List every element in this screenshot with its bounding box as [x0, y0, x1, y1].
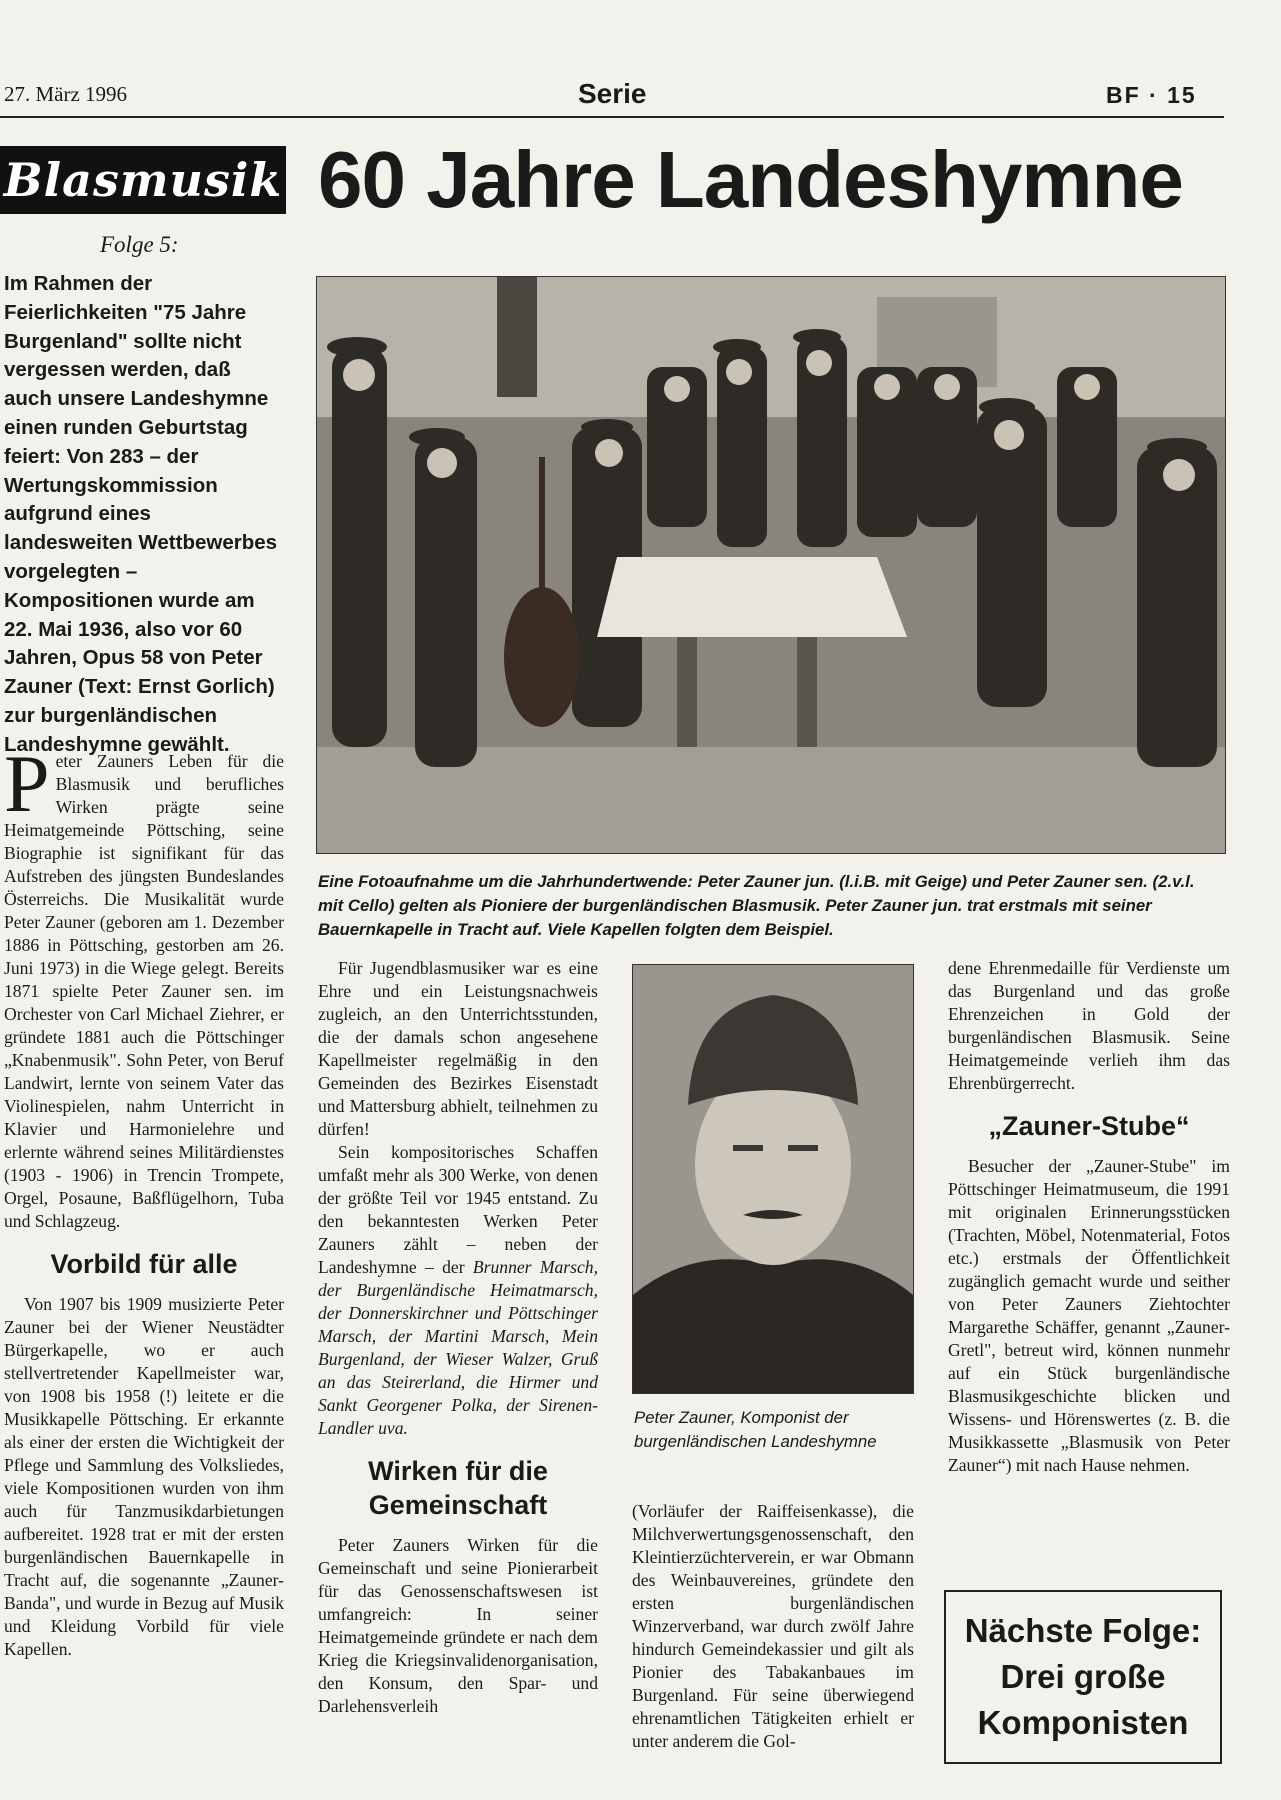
lead-paragraph: Im Rahmen der Feierlichkeiten "75 Jahre Burgenland" sollte nicht vergessen werden, daß auch unsere Landeshymne einen runden Geburtstag feiert: Von 283 – der Wertungskommission aufgrund eines landesweiten Wettbewerbes vorgelegten – Kompositionen wurde am 22. Mai 1936, also vor 60 Jahren, Opus 58 von Peter Zauner (Text: Ernst Gorlich) zur burgenländischen Landeshymne gewählt.	[4, 272, 278, 756]
headline: 60 Jahre Landeshymne	[318, 135, 1183, 224]
paragraph	[4, 738, 284, 1233]
works-list: Brunner Marsch, der Burgenländische Heimatmarsch, der Donnerskirchner und Pöttschinger Marsch, der Martini Marsch, Mein Burgenland, der Wieser Walzer, Gruß an das Steirerland, die Hirmer und Sankt Georgener Polka, der Sirenen-Landler uva.	[318, 1257, 598, 1438]
subheading-vorbild: Vorbild für alle	[50, 1249, 238, 1279]
episode-label: Folge 5:	[100, 232, 179, 257]
paragraph: Für Jugendblasmusiker war es eine Ehre und ein Leistungsnachweis zugleich, an den Unterrichtsstunden, die der damals schon angesehene Kapellmeister regelmäßig in den Gemeinden des Bezirkes Eisenstadt und Mattersburg abhielt, teilnehmen zu dürfen!	[318, 958, 598, 1139]
subheading-wirken: Wirken für die Gemeinschaft	[368, 1456, 548, 1520]
photo-caption: Eine Fotoaufnahme um die Jahrhundertwende: Peter Zauner jun. (l.i.B. mit Geige) und Peter Zauner sen. (2.v.l. mit Cello) gelten als Pioniere der burgenländischen Blasmusik. Peter Zauner jun. trat erstmals mit seiner Bauernkapelle in Tracht auf. Viele Kapellen folgten dem Beispiel.	[318, 872, 1195, 939]
issue-date: 27. März 1996	[4, 82, 128, 106]
band-photo-image	[317, 277, 1225, 853]
band-photo	[316, 276, 1226, 854]
paragraph: Von 1907 bis 1909 musizierte Peter Zauner bei der Wiener Neustädter Bürgerkapelle, wo er auch stellvertretender Kapellmeister war, von 1908 bis 1958 (!) leitete er die Musikkapelle Pöttsching. Er erkannte als einer der ersten die Wichtigkeit der Pflege und Sammlung des Volksliedes, viele Kompositionen wurden von ihm auch für Tanzmusikdarbietungen aufbereitet. 1928 trat er mit der ersten burgenländischen Bauernkapelle in Tracht auf, die sogenannte „Zauner-Banda", und wurde in Bezug auf Musik und Kleidung Vorbild für viele Kapellen.	[4, 1294, 284, 1659]
paragraph: Peter Zauners Wirken für die Gemeinschaft und seine Pionierarbeit für das Genossenschaftswesen ist umfangreich: In seiner Heimatgemeinde gründete er nach dem Krieg die Kriegsinvalidenorganisation, den Konsum, den Spar- und Darlehensverleih	[318, 1535, 598, 1716]
series-kicker: Blasmusik	[0, 146, 286, 214]
drop-cap: P	[4, 738, 50, 829]
section-label: Serie	[578, 78, 647, 109]
article-column-1	[4, 738, 284, 1661]
subheading-zauner-stube: „Zauner-Stube“	[988, 1111, 1190, 1141]
portrait-photo	[632, 964, 914, 1394]
paragraph-text: eter Zauners Leben für die Blasmusik und berufliches Wirken prägte seine Heimatgemeinde Pöttsching, seine Biographie ist signifikant für das Aufstreben des jüngsten Bundeslandes Österreichs. Die Musikalität wurde Peter Zauner (geboren am 1. Dezember 1886 in Pöttsching, gestorben am 26. Juni 1973) in die Wiege gelegt. Bereits 1871 spielte Peter Zauner sen. im Orchester von Carl Michael Ziehrer, er gründete 1881 auch die Pöttschinger „Knabenmusik". Sohn Peter, von Beruf Landwirt, lernte von seinem Vater das Violinespielen, nahm Unterricht in Klavier und Harmonielehre und erlernte während seines Militärdienstes (1903 - 1906) in Trencin Trompete, Orgel, Posaune, Baßflügelhorn, Tuba und Schlagzeug.	[4, 751, 284, 1231]
next-episode-line: Komponisten	[977, 1704, 1189, 1741]
header-rule	[0, 116, 1224, 118]
next-episode-line: Drei große	[1000, 1658, 1166, 1695]
paragraph	[318, 1141, 598, 1440]
portrait-image	[633, 965, 913, 1393]
paragraph: dene Ehrenmedaille für Verdienste um das Burgenland und das große Ehrenzeichen in Gold der burgenländischen Blasmusik. Seine Heimatgemeinde verlieh ihm das Ehrenbürgerrecht.	[948, 958, 1230, 1093]
next-episode-line: Nächste Folge:	[964, 1612, 1202, 1649]
portrait-caption: Peter Zauner, Komponist der burgenländischen Landeshymne	[634, 1408, 877, 1451]
page-number: BF · 15	[1106, 82, 1197, 108]
article-column-3	[632, 1500, 914, 1753]
paragraph: (Vorläufer der Raiffeisenkasse), die Milchverwertungsgenossenschaft, den Kleintierzüchterverein, er war Obmann des Weinbauvereines, gründete den ersten burgenländischen Winzerverband, war durch zwölf Jahre hindurch Gemeindekassier und gilt als Pionier des Tabakanbaues im Burgenland. Für seine überwiegend ehrenamtlichen Tätigkeiten erhielt er unter anderem die Gol-	[632, 1501, 914, 1751]
next-episode-box	[944, 1590, 1222, 1764]
article-column-2	[318, 957, 598, 1718]
paragraph: Besucher der „Zauner-Stube" im Pöttschinger Heimatmuseum, die 1991 mit originalen Erinnerungsstücken (Trachten, Möbel, Notenmaterial, Fotos etc.) erstmals der Öffentlichkeit zugänglich gemacht wurde und seither von Peter Zauners Ziehtochter Margarethe Schäffer, genannt „Zauner-Gretl", betreut wird, können nunmehr auf ein Stück burgenländische Blasmusikgeschichte blicken und Wissens- und Hörenswertes (z. B. die Musikkassette „Blasmusik von Peter Zauner“) mit nach Hause nehmen.	[948, 1156, 1230, 1475]
article-column-4	[948, 957, 1230, 1477]
paragraph-text: Sein kompositorisches Schaffen umfaßt mehr als 300 Werke, von denen der größte Teil vor 1945 entstand. Zu den bekanntesten Werken Peter Zauners zählt – neben der Landeshymne – der	[318, 1142, 598, 1277]
